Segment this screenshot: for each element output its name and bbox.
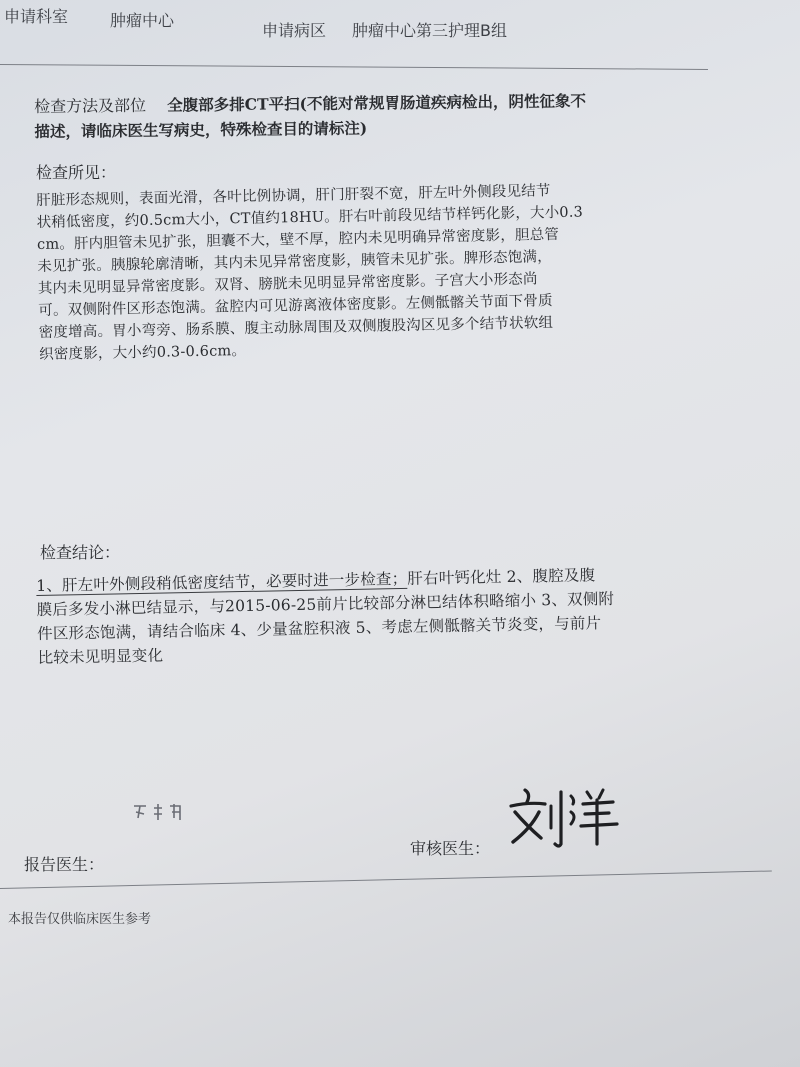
header-divider (0, 64, 708, 70)
findings-title: 检查所见： (36, 163, 117, 182)
findings-line: 未见扩张。胰腺轮廓清晰，其内未见异常密度影，胰管未见扩张。脾形态饱满， (37, 249, 553, 275)
ward-value: 肿瘤中心第三护理B组 (352, 21, 507, 40)
findings-line: 肝脏形态规则，表面光滑，各叶比例协调，肝门肝裂不宽，肝左叶外侧段见结节 (36, 183, 551, 209)
findings-line: 其内未见明显异常密度影。双肾、膀胱未见明显异常密度影。子宫大小形态尚 (37, 271, 538, 297)
footer-divider (0, 870, 772, 889)
reporter-label: 报告医生： (24, 855, 105, 874)
reporter-stamp-mark (130, 798, 194, 826)
conclusion-key-finding: 1、肝左叶外侧段稍低密度结节，必要时进一步检查； (36, 569, 408, 595)
reviewer-signature (505, 782, 625, 852)
reviewer-label: 审核医生： (410, 839, 491, 858)
footer-note: 本报告仅供临床医生参考 (8, 912, 152, 927)
conclusion-line: 膜后多发小淋巴结显示，与2015-06-25前片比较部分淋巴结体积略缩小 3、双侧附 (36, 589, 615, 619)
dept-value: 肿瘤中心 (110, 11, 175, 30)
method-value-line2: 描述，请临床医生写病史，特殊检查目的请标注) (34, 118, 368, 141)
dept-label: 申请科室 (4, 7, 69, 26)
conclusion-body (36, 560, 758, 670)
findings-body (36, 176, 744, 366)
method-label: 检查方法及部位 (34, 95, 147, 116)
method-value-line1: 全腹部多排CT平扫(不能对常规胃肠道疾病检出，阴性征象不 (167, 91, 587, 115)
method-block (34, 88, 586, 142)
conclusion-title: 检查结论： (40, 543, 121, 562)
findings-line: 状稍低密度，约0.5cm大小，CT值约18HU。肝右叶前段见结节样钙化影，大小0.3 (36, 204, 584, 231)
conclusion-line: 比较未见明显变化 (37, 646, 164, 667)
findings-line: 可。双侧附件区形态饱满。盆腔内可见游离液体密度影。左侧骶髂关节面下骨质 (38, 293, 553, 319)
findings-line: 密度增高。胃小弯旁、肠系膜、腹主动脉周围及双侧腹股沟区见多个结节状软组 (38, 315, 554, 341)
findings-line: 织密度影，大小约0.3-0.6cm。 (39, 342, 247, 363)
conclusion-line-rest: 肝右叶钙化灶 2、腹腔及腹 (407, 566, 596, 588)
conclusion-line: 件区形态饱满，请结合临床 4、少量盆腔积液 5、考虑左侧骶髂关节炎变，与前片 (36, 614, 602, 643)
ward-label: 申请病区 (262, 21, 327, 40)
findings-line: cm。肝内胆管未见扩张，胆囊不大，壁不厚，腔内未见明确异常密度影，胆总管 (36, 226, 560, 253)
